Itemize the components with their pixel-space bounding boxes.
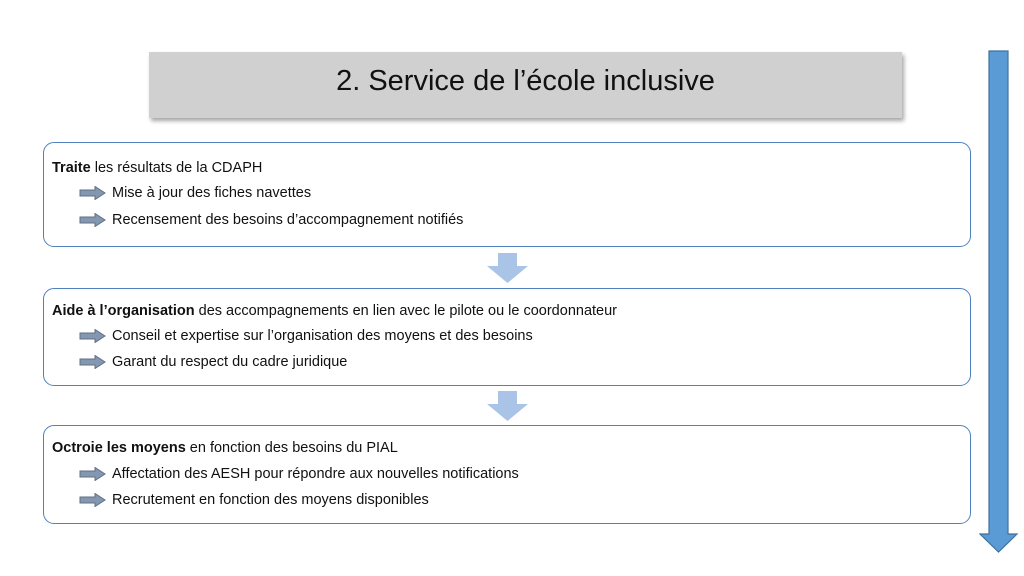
step-item <box>79 328 533 344</box>
step-item-text: Recensement des besoins d’accompagnement notifiés <box>112 212 464 228</box>
timeline-down-arrow-icon <box>979 50 1019 554</box>
right-arrow-icon <box>79 493 106 507</box>
step-item-text: Conseil et expertise sur l’organisation des moyens et des besoins <box>112 328 533 344</box>
step-item <box>79 492 429 508</box>
step-box-moyens <box>43 425 971 524</box>
step-item <box>79 466 519 482</box>
step-box-organisation <box>43 288 971 386</box>
title-banner <box>149 52 902 118</box>
down-arrow-icon <box>487 253 528 283</box>
step-heading <box>52 440 398 456</box>
right-arrow-icon <box>79 329 106 343</box>
step-item-text: Mise à jour des fiches navettes <box>112 185 312 201</box>
step-heading <box>52 303 617 319</box>
right-arrow-icon <box>79 467 106 481</box>
down-arrow-icon <box>487 391 528 421</box>
step-box-traite <box>43 142 971 247</box>
right-arrow-icon <box>79 355 106 369</box>
step-item-text: Garant du respect du cadre juridique <box>112 354 348 370</box>
step-item <box>79 212 463 228</box>
step-heading-rest: les résultats de la CDAPH <box>90 160 263 176</box>
step-heading-bold: Traite <box>52 160 91 176</box>
step-heading-rest: des accompagnements en lien avec le pilote ou le coordonnateur <box>194 303 617 319</box>
right-arrow-icon <box>79 213 106 227</box>
step-heading-bold: Aide à l’organisation <box>52 303 195 319</box>
step-heading <box>52 160 262 176</box>
page-title: 2. Service de l’école inclusive <box>336 64 715 97</box>
step-item-text: Recrutement en fonction des moyens disponibles <box>112 492 429 508</box>
step-item-text: Affectation des AESH pour répondre aux nouvelles notifications <box>112 466 519 482</box>
right-arrow-icon <box>79 186 106 200</box>
step-item <box>79 185 311 201</box>
step-heading-rest: en fonction des besoins du PIAL <box>185 440 398 456</box>
step-heading-bold: Octroie les moyens <box>52 440 186 456</box>
step-item <box>79 354 347 370</box>
